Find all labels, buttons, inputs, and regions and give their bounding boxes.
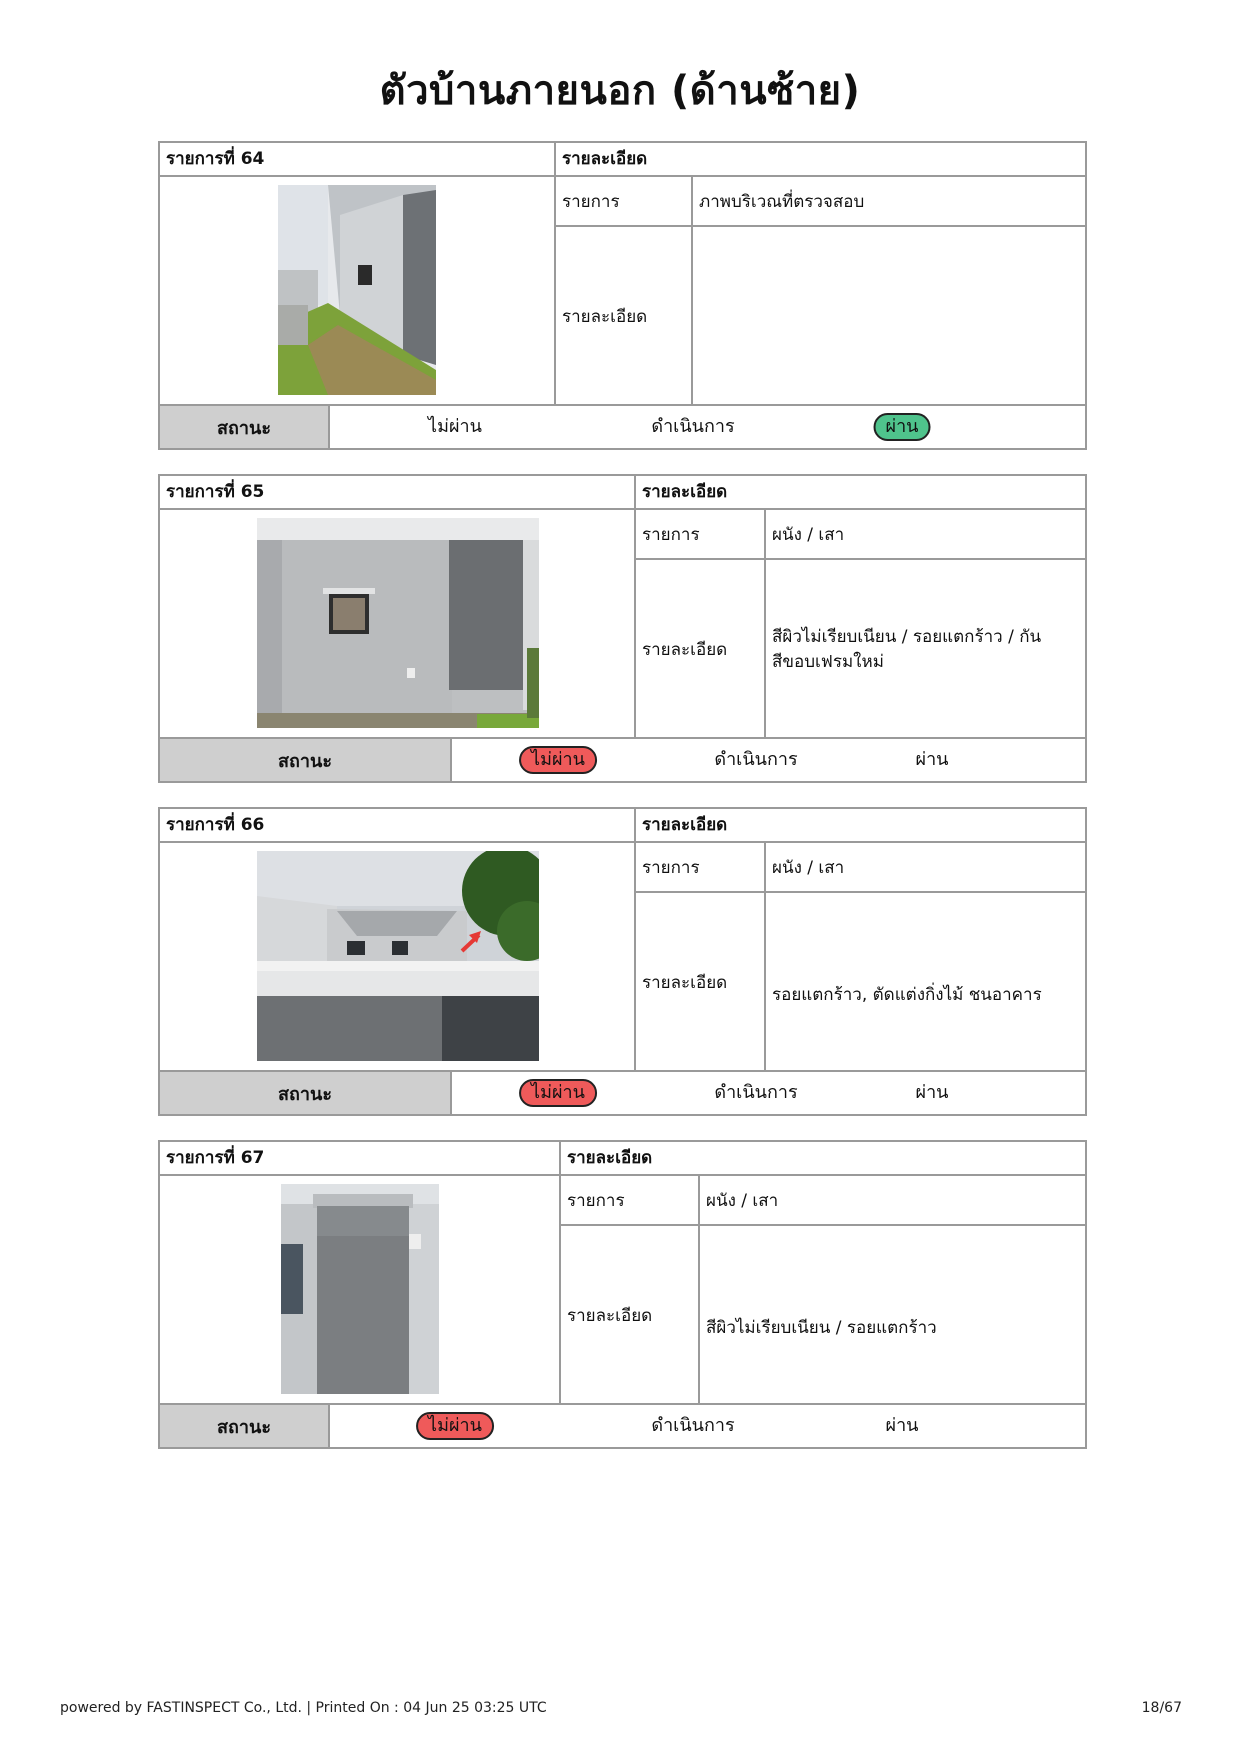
status-option-fail[interactable] bbox=[519, 1072, 597, 1114]
status-option-pass[interactable] bbox=[916, 1072, 949, 1114]
page-title: ตัวบ้านภายนอก (ด้านซ้าย) bbox=[379, 68, 861, 114]
status-bar bbox=[160, 404, 1085, 448]
status-label: สถานะ bbox=[160, 406, 330, 448]
status-bar bbox=[160, 1070, 1085, 1114]
detail-label: รายละเอียด bbox=[567, 1306, 653, 1326]
inspection-card-64 bbox=[158, 141, 1087, 450]
status-option-in-progress-text: ดำเนินการ bbox=[651, 1415, 735, 1436]
status-bar bbox=[160, 737, 1085, 781]
item-title: รายการที่ 67 bbox=[166, 1148, 265, 1168]
photo-cell bbox=[160, 1176, 561, 1405]
item-label: รายการ bbox=[642, 524, 700, 545]
item-title: รายการที่ 66 bbox=[166, 815, 265, 835]
detail-area bbox=[634, 843, 1085, 1072]
item-value: ผนัง / เสา bbox=[764, 843, 1085, 891]
detail-header: รายละเอียด bbox=[554, 143, 1085, 175]
detail-label: รายละเอียด bbox=[562, 307, 648, 327]
status-option-pass-text: ผ่าน bbox=[915, 1082, 949, 1103]
status-option-fail[interactable] bbox=[428, 406, 482, 448]
status-option-pass-text: ผ่าน bbox=[885, 1415, 919, 1436]
status-option-pass[interactable] bbox=[916, 739, 949, 781]
status-label: สถานะ bbox=[160, 739, 452, 781]
status-bar bbox=[160, 1403, 1085, 1447]
card-header bbox=[160, 809, 1085, 843]
detail-label: รายละเอียด bbox=[642, 640, 728, 660]
item-title: รายการที่ 65 bbox=[166, 482, 265, 502]
inspection-photo[interactable] bbox=[281, 1184, 439, 1394]
inspection-photo[interactable] bbox=[278, 185, 436, 395]
detail-header: รายละเอียด bbox=[634, 809, 1085, 841]
card-header bbox=[160, 476, 1085, 510]
footer-print-info: powered by FASTINSPECT Co., Ltd. | Printed On : 04 Jun 25 03:25 UTC bbox=[60, 1700, 547, 1716]
status-option-in-progress[interactable] bbox=[651, 406, 734, 448]
status-option-pass[interactable] bbox=[874, 406, 931, 448]
inspection-photo[interactable] bbox=[257, 518, 539, 728]
status-option-in-progress-text: ดำเนินการ bbox=[714, 749, 798, 770]
detail-header: รายละเอียด bbox=[559, 1142, 1085, 1174]
status-option-pass[interactable] bbox=[886, 1405, 919, 1447]
inspection-card-67 bbox=[158, 1140, 1087, 1449]
status-label: สถานะ bbox=[160, 1072, 452, 1114]
item-title: รายการที่ 64 bbox=[166, 149, 265, 169]
photo-cell bbox=[160, 510, 636, 739]
detail-area bbox=[554, 177, 1085, 406]
detail-value: สีผิวไม่เรียบเนียน / รอยแตกร้าว / กันสีขอบเฟรมใหม่ bbox=[764, 560, 1085, 739]
status-pass-pill: ผ่าน bbox=[874, 413, 931, 441]
inspection-photo[interactable] bbox=[257, 851, 539, 1061]
status-fail-pill: ไม่ผ่าน bbox=[519, 746, 597, 774]
photo-cell bbox=[160, 177, 556, 406]
status-option-pass-text: ผ่าน bbox=[915, 749, 949, 770]
item-value: ผนัง / เสา bbox=[698, 1176, 1085, 1224]
status-option-in-progress-text: ดำเนินการ bbox=[651, 416, 735, 437]
detail-value: สีผิวไม่เรียบเนียน / รอยแตกร้าว bbox=[698, 1226, 1085, 1405]
detail-value bbox=[691, 227, 1085, 406]
status-option-fail[interactable] bbox=[519, 739, 597, 781]
inspection-card-66 bbox=[158, 807, 1087, 1116]
status-option-fail[interactable] bbox=[416, 1405, 494, 1447]
card-header bbox=[160, 1142, 1085, 1176]
item-value: ผนัง / เสา bbox=[764, 510, 1085, 558]
detail-area bbox=[634, 510, 1085, 739]
item-label: รายการ bbox=[642, 857, 700, 878]
card-header bbox=[160, 143, 1085, 177]
detail-area bbox=[559, 1176, 1085, 1405]
status-fail-pill: ไม่ผ่าน bbox=[519, 1079, 597, 1107]
photo-cell bbox=[160, 843, 636, 1072]
status-option-in-progress-text: ดำเนินการ bbox=[714, 1082, 798, 1103]
item-label: รายการ bbox=[567, 1190, 625, 1211]
item-value: ภาพบริเวณที่ตรวจสอบ bbox=[691, 177, 1085, 225]
status-label: สถานะ bbox=[160, 1405, 330, 1447]
detail-header: รายละเอียด bbox=[634, 476, 1085, 508]
status-option-fail-text: ไม่ผ่าน bbox=[428, 416, 482, 437]
status-option-in-progress[interactable] bbox=[714, 1072, 797, 1114]
detail-label: รายละเอียด bbox=[642, 973, 728, 993]
inspection-card-65 bbox=[158, 474, 1087, 783]
status-fail-pill: ไม่ผ่าน bbox=[416, 1412, 494, 1440]
page-number: 18/67 bbox=[1141, 1700, 1182, 1716]
status-option-in-progress[interactable] bbox=[714, 739, 797, 781]
status-option-in-progress[interactable] bbox=[651, 1405, 734, 1447]
item-label: รายการ bbox=[562, 191, 620, 212]
detail-value: รอยแตกร้าว, ตัดแต่งกิ่งไม้ ชนอาคาร bbox=[764, 893, 1085, 1072]
